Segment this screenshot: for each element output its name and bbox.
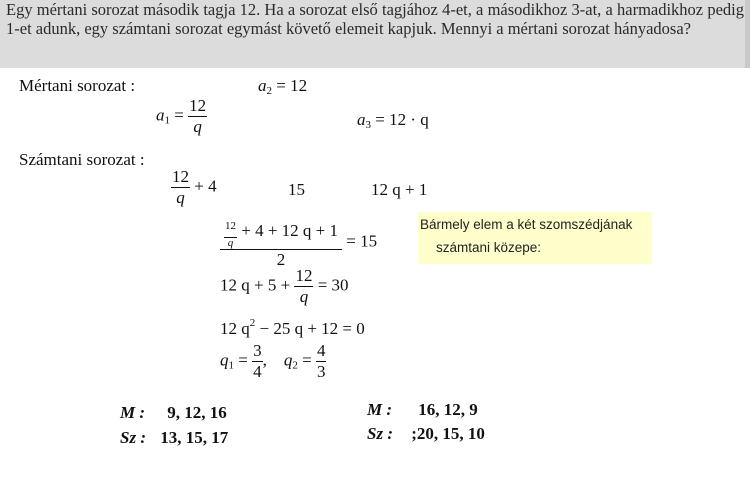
result-left-m xyxy=(120,403,227,423)
geometric-a2 xyxy=(258,76,307,97)
step-1-rhs: = 15 xyxy=(346,231,378,251)
left-m-tag: M : xyxy=(120,403,146,422)
result-right-m xyxy=(367,400,478,420)
arithmetic-term-3: 12 q + 1 xyxy=(371,180,428,199)
t1-rest: + 4 xyxy=(194,176,217,196)
a1-num: 12 xyxy=(189,96,207,115)
q2-den: 3 xyxy=(316,362,326,381)
a1-symbol: a xyxy=(156,105,165,125)
step-1-small-num: 12 xyxy=(224,215,237,238)
hint-line-1: Bármely elem a két szomszédjának xyxy=(420,217,633,232)
arithmetic-term-2: 15 xyxy=(288,180,305,199)
step-2-equation xyxy=(220,266,349,307)
step-3-a: 12 q xyxy=(220,319,250,338)
result-left-sz xyxy=(120,428,228,448)
result-right-sz xyxy=(367,424,485,444)
hint-line-2: számtani közepe: xyxy=(436,240,542,255)
a1-fraction xyxy=(188,96,207,137)
q1-fraction xyxy=(252,341,263,382)
q2-symbol: q xyxy=(283,350,293,370)
step-2-num: 12 xyxy=(295,266,313,285)
step-2-rhs: = 30 xyxy=(317,275,349,295)
q2-fraction xyxy=(316,341,327,382)
step-1-fraction xyxy=(220,215,342,270)
left-m-values: 9, 12, 16 xyxy=(167,403,227,422)
step-1-den: 2 xyxy=(276,250,286,269)
left-sz-tag: Sz : xyxy=(120,428,146,447)
a2-symbol: a xyxy=(258,76,267,95)
geometric-label: Mértani sorozat : xyxy=(19,76,136,95)
q1-symbol: q xyxy=(220,350,229,370)
geometric-a3 xyxy=(357,110,429,131)
step-1-numerator xyxy=(220,215,342,250)
q1-sub: 1 xyxy=(228,359,234,372)
a1-den: q xyxy=(193,117,202,136)
step-1-equation xyxy=(220,215,377,270)
geometric-a1 xyxy=(156,96,207,137)
q2-eq: = xyxy=(302,350,312,370)
a1-sub: 1 xyxy=(164,114,170,127)
a3-value: = 12 · q xyxy=(375,110,429,129)
q1-den: 4 xyxy=(253,362,262,381)
a1-eq: = xyxy=(174,105,184,125)
q1-num: 3 xyxy=(253,341,262,360)
step-1-small-fraction xyxy=(224,215,237,249)
step-4-solutions xyxy=(220,341,326,382)
step-2-fraction xyxy=(294,266,313,307)
step-1-rest: + 4 + 12 q + 1 xyxy=(241,220,339,240)
problem-text: Egy mértani sorozat második tagja 12. Ha a sorozat első tagjához 4-et, a másodikhoz 3-at, a harmadikhoz pedig 1-et adunk, egy számtani sorozat egymást követő elemeit kapjuk. Mennyi a mértani sorozat hányadosa? xyxy=(6,0,744,38)
a2-sub: 2 xyxy=(266,85,272,97)
right-m-values: 16, 12, 9 xyxy=(418,400,478,419)
right-m-tag: M : xyxy=(367,400,393,419)
left-sz-values: 13, 15, 17 xyxy=(160,428,229,447)
a3-sub: 3 xyxy=(365,119,371,131)
q2-num: 4 xyxy=(316,341,326,360)
t1-fraction xyxy=(171,167,190,208)
a2-value: = 12 xyxy=(276,76,308,95)
right-sz-tag: Sz : xyxy=(367,424,393,443)
q2-sub: 2 xyxy=(292,359,298,372)
step-1-small-den: q xyxy=(227,237,234,249)
step-3-sup: 2 xyxy=(249,317,256,329)
a3-symbol: a xyxy=(357,110,366,129)
q1-eq: = xyxy=(238,350,248,370)
t1-den: q xyxy=(176,188,185,207)
t1-num: 12 xyxy=(172,167,189,186)
step-2-lhs: 12 q + 5 + xyxy=(220,275,291,295)
step-3-b: − 25 q + 12 = 0 xyxy=(259,319,365,338)
problem-banner xyxy=(0,0,750,68)
step-3-equation xyxy=(220,317,365,339)
arithmetic-term-1 xyxy=(171,167,217,208)
right-sz-values: ;20, 15, 10 xyxy=(411,424,485,443)
hint-note xyxy=(418,212,652,264)
q-comma: , xyxy=(262,350,267,370)
step-2-den: q xyxy=(299,287,309,306)
arithmetic-label: Számtani sorozat : xyxy=(19,150,145,169)
